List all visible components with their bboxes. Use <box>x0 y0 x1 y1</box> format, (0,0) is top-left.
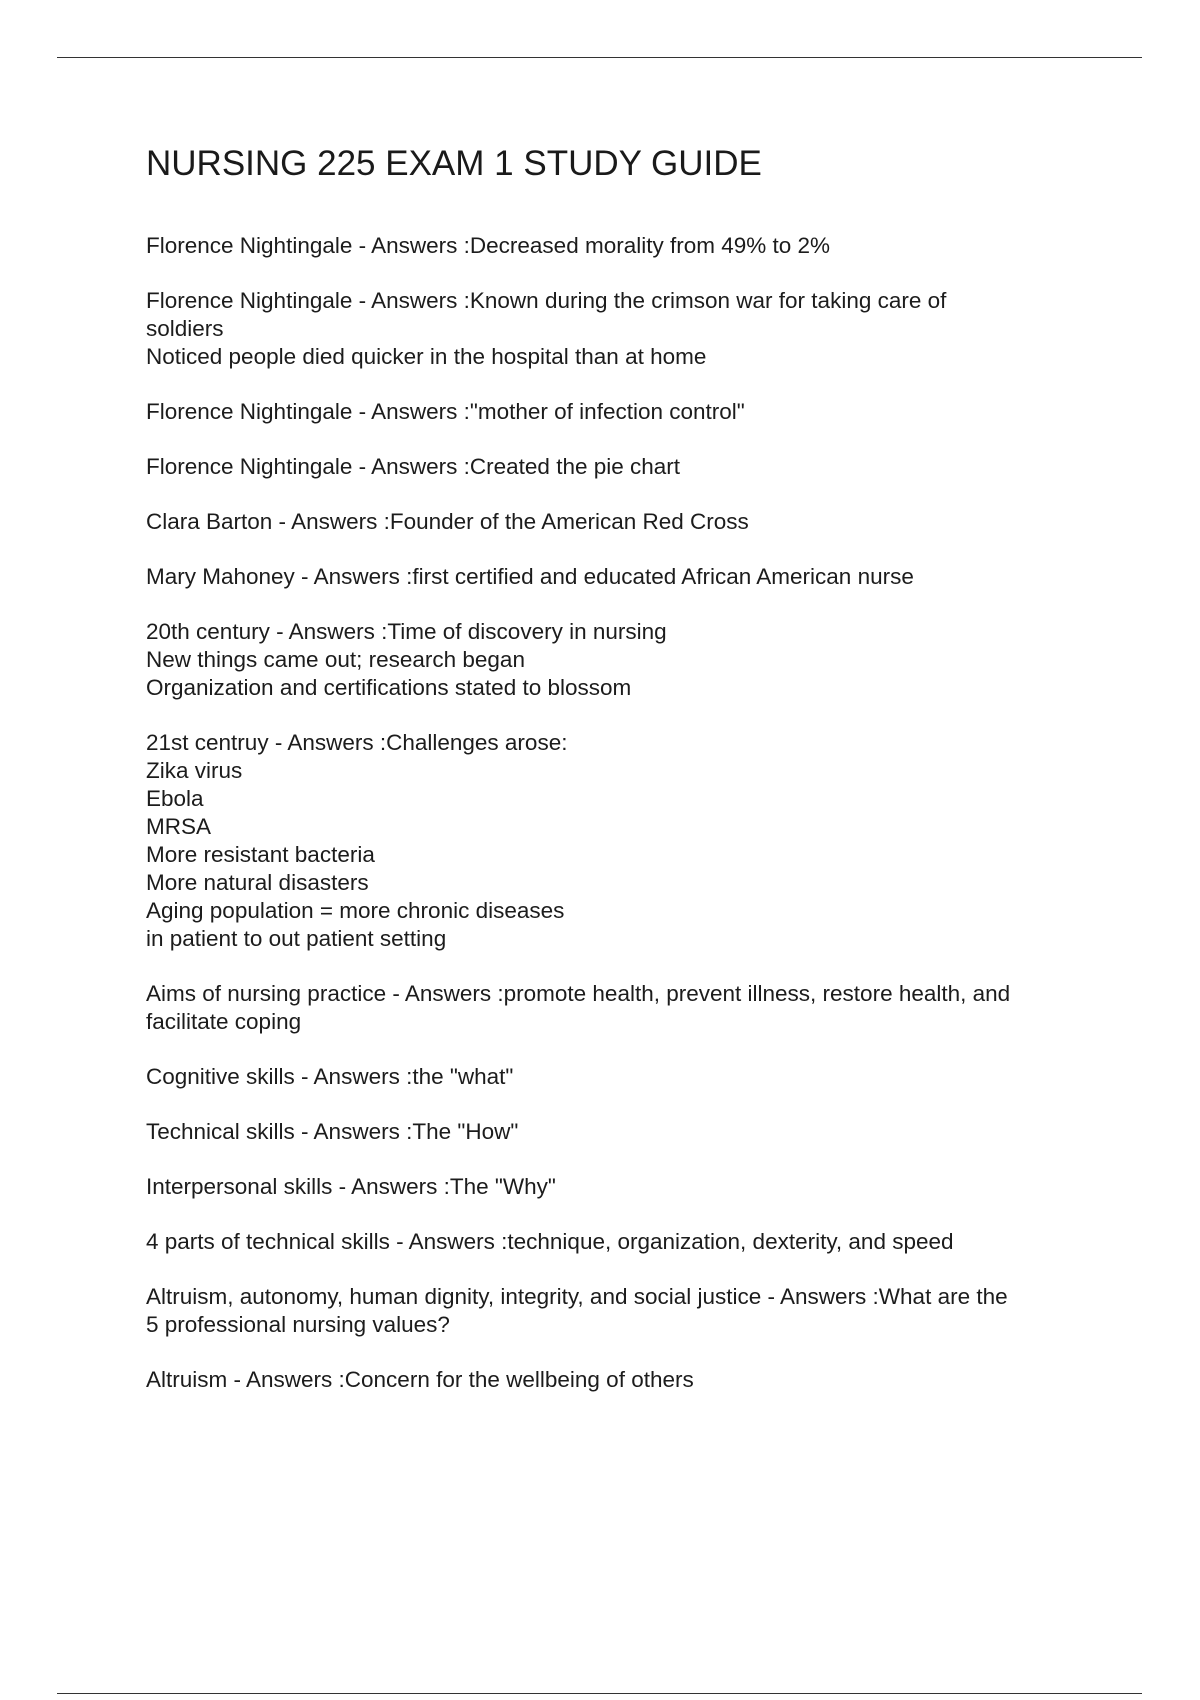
study-entry: Interpersonal skills - Answers :The "Why" <box>146 1174 556 1199</box>
study-entry: Altruism - Answers :Concern for the wellbeing of others <box>146 1367 694 1392</box>
study-entry: 20th century - Answers :Time of discovery in nursing New things came out; research began Organization and certifications stated to blossom <box>146 619 667 700</box>
study-entry: Florence Nightingale - Answers :"mother of infection control" <box>146 399 745 424</box>
study-entry: Mary Mahoney - Answers :first certified and educated African American nurse <box>146 564 914 589</box>
study-entry: Florence Nightingale - Answers :Known during the crimson war for taking care of soldiers Noticed people died quicker in the hospital than at home <box>146 288 947 369</box>
page-title: NURSING 225 EXAM 1 STUDY GUIDE <box>146 144 762 183</box>
study-entry: Altruism, autonomy, human dignity, integrity, and social justice - Answers :What are the 5 professional nursing values? <box>146 1284 1008 1337</box>
study-entry: Aims of nursing practice - Answers :promote health, prevent illness, restore health, and facilitate coping <box>146 981 1011 1034</box>
study-entry: 4 parts of technical skills - Answers :technique, organization, dexterity, and speed <box>146 1229 954 1254</box>
study-entry: Florence Nightingale - Answers :Created the pie chart <box>146 454 681 479</box>
study-entry: 21st centruy - Answers :Challenges arose: Zika virus Ebola MRSA More resistant bacteria More natural disasters Aging population = more chronic diseases in patient to out patient setting <box>146 730 568 951</box>
top-divider <box>57 57 1142 58</box>
study-entry: Florence Nightingale - Answers :Decreased morality from 49% to 2% <box>146 233 831 258</box>
study-entry: Cognitive skills - Answers :the "what" <box>146 1064 514 1089</box>
study-entry: Clara Barton - Answers :Founder of the American Red Cross <box>146 509 749 534</box>
bottom-divider <box>57 1693 1142 1694</box>
document-body <box>146 142 1106 1421</box>
study-entry: Technical skills - Answers :The "How" <box>146 1119 519 1144</box>
